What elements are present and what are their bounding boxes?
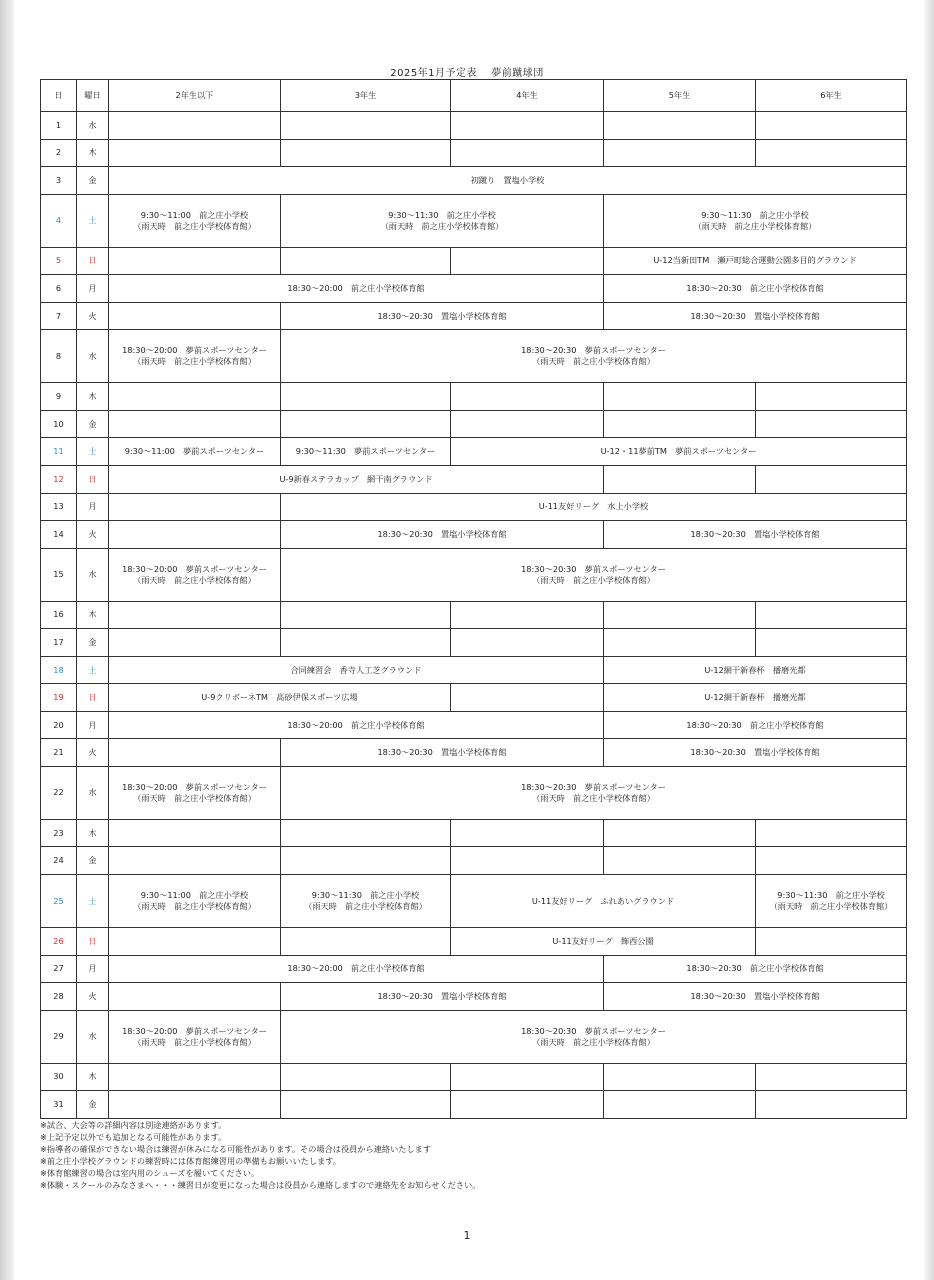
schedule-cell-line: 18:30～20:00 夢前スポーツセンター [122,345,267,356]
schedule-cell-line: 18:30～20:30 置塩小学校体育館 [377,990,507,1001]
schedule-cell [281,983,604,1011]
schedule-body [41,112,907,1119]
schedule-cell-line: 18:30～20:30 夢前スポーツセンター [521,781,666,792]
schedule-cell [281,330,907,383]
schedule-cell [604,465,756,493]
schedule-cell [109,465,604,493]
schedule-cell [604,1063,756,1091]
schedule-row [41,684,907,712]
schedule-cell [756,410,907,438]
schedule-cell [281,438,451,466]
schedule-cell [281,112,451,140]
weekday: 火 [77,302,109,330]
schedule-cell [756,1091,907,1119]
schedule-cell [281,383,451,411]
day-number: 6 [41,275,77,303]
schedule-row [41,955,907,983]
schedule-cell [281,629,451,657]
schedule-cell [451,112,604,140]
schedule-cell-line: 18:30～20:00 夢前スポーツセンター [122,781,267,792]
weekday: 水 [77,548,109,601]
weekday: 木 [77,139,109,167]
schedule-row [41,247,907,275]
schedule-cell-line: 18:30～20:00 夢前スポーツセンター [122,563,267,574]
schedule-cell [281,410,451,438]
schedule-cell-line: 9:30～11:30 前之庄小学校 [311,890,420,900]
schedule-cell [604,629,756,657]
schedule-cell [604,247,907,275]
schedule-cell-line: 18:30～20:30 前之庄小学校体育館 [686,282,824,293]
schedule-cell-line: （雨天時 前之庄小学校体育館） [532,792,655,803]
weekday: 水 [77,112,109,140]
schedule-cell [109,383,281,411]
weekday: 金 [77,629,109,657]
day-number: 23 [41,819,77,847]
schedule-cell [281,875,451,928]
schedule-cell-line: U-11友好リーグ 飾西公園 [552,935,654,946]
schedule-cell-line: 9:30～11:00 前之庄小学校 [140,890,249,900]
schedule-cell [109,275,604,303]
schedule-cell [109,302,281,330]
schedule-cell [109,601,281,629]
schedule-cell [756,139,907,167]
schedule-cell [604,847,756,875]
schedule-cell-line: U-9クリボーネTM 高砂伊保スポーツ広場 [201,692,358,703]
schedule-cell [109,767,281,820]
schedule-cell-line: 18:30～20:30 置塩小学校体育館 [377,747,507,758]
schedule-cell-line: 初蹴り 置塩小学校 [470,174,545,185]
schedule-cell [451,383,604,411]
weekday: 金 [77,410,109,438]
schedule-cell [281,521,604,549]
schedule-cell [451,629,604,657]
schedule-cell-line: 9:30～11:30 夢前スポーツセンター [295,446,436,457]
schedule-cell [109,955,604,983]
schedule-cell-line: （雨天時 前之庄小学校体育館） [133,356,256,367]
schedule-cell [109,247,281,275]
weekday: 木 [77,601,109,629]
header-grade3: 3年生 [281,80,451,112]
schedule-cell [109,139,281,167]
schedule-cell [756,819,907,847]
schedule-cell [604,410,756,438]
day-number: 2 [41,139,77,167]
day-number: 5 [41,247,77,275]
weekday: 月 [77,493,109,521]
header-grade5: 5年生 [604,80,756,112]
note-line: ※前之庄小学校グラウンドの練習時には体育館練習用の準備もお願いいたします。 [40,1156,341,1166]
schedule-cell [451,247,604,275]
day-number: 20 [41,711,77,739]
schedule-cell-line: 18:30～20:30 前之庄小学校体育館 [686,719,824,730]
header-row [41,80,907,112]
schedule-cell [109,194,281,247]
schedule-cell [281,847,451,875]
schedule-cell [451,438,907,466]
schedule-cell-line: （雨天時 前之庄小学校体育館） [532,1036,655,1047]
day-number: 10 [41,410,77,438]
header-weekday: 曜日 [77,80,109,112]
schedule-cell [604,302,907,330]
schedule-cell [109,739,281,767]
schedule-cell-line: U-12当新田TM 瀬戸町総合運動公園多目的グラウンド [653,255,857,266]
schedule-cell [604,819,756,847]
schedule-cell [109,875,281,928]
schedule-row [41,139,907,167]
weekday: 水 [77,1010,109,1063]
schedule-cell [451,819,604,847]
schedule-row [41,548,907,601]
header-grade2-below: 2年生以下 [109,80,281,112]
schedule-cell [109,711,604,739]
schedule-cell [604,601,756,629]
schedule-cell-line: （雨天時 前之庄小学校体育館） [769,901,893,911]
weekday: 日 [77,927,109,955]
schedule-cell [756,112,907,140]
schedule-cell-line: 18:30～20:30 夢前スポーツセンター [521,1025,666,1036]
schedule-cell-line: 合同練習会 香寺人工芝グラウンド [290,664,422,675]
day-number: 1 [41,112,77,140]
schedule-cell [451,139,604,167]
schedule-cell [281,739,604,767]
schedule-cell [756,383,907,411]
weekday: 火 [77,983,109,1011]
schedule-cell [604,656,907,684]
schedule-cell [756,465,907,493]
schedule-cell-line: 18:30～20:30 夢前スポーツセンター [521,563,666,574]
schedule-row [41,927,907,955]
schedule-cell [756,629,907,657]
schedule-cell [451,1091,604,1119]
schedule-row [41,493,907,521]
schedule-row [41,167,907,195]
schedule-cell-line: 18:30～20:30 夢前スポーツセンター [521,345,666,356]
schedule-row [41,656,907,684]
schedule-row [41,1010,907,1063]
weekday: 日 [77,247,109,275]
schedule-cell [451,927,756,955]
schedule-cell-line: 18:30～20:00 前之庄小学校体育館 [287,719,425,730]
schedule-row [41,819,907,847]
schedule-cell [604,983,907,1011]
schedule-cell [281,139,451,167]
header-grade4: 4年生 [451,80,604,112]
schedule-cell-line: 18:30～20:00 前之庄小学校体育館 [287,963,425,974]
schedule-cell [756,601,907,629]
schedule-cell-line: （雨天時 前之庄小学校体育館） [133,792,256,803]
weekday: 木 [77,819,109,847]
schedule-cell-line: 18:30～20:00 夢前スポーツセンター [122,1025,267,1036]
schedule-row [41,875,907,928]
page-number: 1 [463,1229,471,1242]
schedule-cell-line: 9:30～11:00 夢前スポーツセンター [124,446,265,457]
day-number: 26 [41,927,77,955]
schedule-row [41,302,907,330]
schedule-row [41,1063,907,1091]
schedule-cell-line: 18:30～20:30 前之庄小学校体育館 [686,963,824,974]
weekday: 月 [77,711,109,739]
page-shadow-right [924,0,934,1280]
note-line: ※試合、大会等の詳細内容は別途連絡があります。 [40,1120,227,1130]
schedule-cell [109,629,281,657]
schedule-row [41,112,907,140]
weekday: 月 [77,955,109,983]
schedule-cell [604,711,907,739]
schedule-cell [756,847,907,875]
schedule-cell-line: U-12網干新春杯 播磨光都 [704,664,806,675]
schedule-cell [451,1063,604,1091]
schedule-cell-line: 18:30～20:30 置塩小学校体育館 [690,310,820,321]
schedule-row [41,767,907,820]
weekday: 火 [77,739,109,767]
schedule-cell-line: 18:30～20:30 置塩小学校体育館 [690,528,820,539]
schedule-cell [109,521,281,549]
day-number: 4 [41,194,77,247]
schedule-cell [109,112,281,140]
page-shadow-left [0,0,14,1280]
day-number: 7 [41,302,77,330]
schedule-cell-line: 9:30～11:00 前之庄小学校 [140,209,249,220]
schedule-row [41,438,907,466]
day-number: 9 [41,383,77,411]
schedule-cell [756,1063,907,1091]
day-number: 22 [41,767,77,820]
schedule-cell-line: （雨天時 前之庄小学校体育館） [693,220,817,231]
schedule-cell [109,438,281,466]
schedule-cell [451,601,604,629]
day-number: 11 [41,438,77,466]
day-number: 24 [41,847,77,875]
day-number: 13 [41,493,77,521]
schedule-cell [604,275,907,303]
schedule-cell-line: U-11友好リーグ ふれあいグラウンド [531,895,675,906]
schedule-cell [109,167,907,195]
schedule-cell [109,1063,281,1091]
schedule-cell [281,1063,451,1091]
schedule-row [41,847,907,875]
schedule-cell [109,656,604,684]
day-number: 27 [41,955,77,983]
day-number: 18 [41,656,77,684]
schedule-cell [109,1091,281,1119]
weekday: 金 [77,847,109,875]
day-number: 29 [41,1010,77,1063]
day-number: 21 [41,739,77,767]
note-line: ※上記予定以外でも追加となる可能性があります。 [40,1132,227,1142]
schedule-cell [109,983,281,1011]
day-number: 16 [41,601,77,629]
schedule-cell-line: （雨天時 前之庄小学校体育館） [133,220,256,231]
schedule-cell [281,302,604,330]
schedule-cell [604,684,907,712]
schedule-cell [281,927,451,955]
schedule-row [41,711,907,739]
schedule-row [41,739,907,767]
schedule-cell [604,112,756,140]
schedule-cell-line: U-11友好リーグ 水上小学校 [538,501,649,512]
note-line: ※指導者の確保ができない場合は練習が休みになる可能性があります。その場合は役員から連絡いたします [40,1144,432,1154]
day-number: 17 [41,629,77,657]
schedule-row [41,275,907,303]
weekday: 水 [77,330,109,383]
schedule-cell-line: （雨天時 前之庄小学校体育館） [133,1036,256,1047]
day-number: 31 [41,1091,77,1119]
schedule-cell-line: （雨天時 前之庄小学校体育館） [133,574,256,585]
schedule-cell [756,927,907,955]
schedule-row [41,521,907,549]
schedule-cell [109,410,281,438]
schedule-cell [109,819,281,847]
schedule-cell [451,410,604,438]
note-line: ※体験・スクールのみなさまへ・・・練習日が変更になった場合は役員から連絡しますので連絡先をお知らせください。 [40,1180,481,1190]
weekday: 水 [77,767,109,820]
schedule-cell [109,847,281,875]
schedule-cell-line: （雨天時 前之庄小学校体育館） [532,574,655,585]
schedule-cell-line: U-9新春ステラカップ 網干南グラウンド [279,473,433,484]
schedule-cell [281,1091,451,1119]
weekday: 木 [77,383,109,411]
document-title: 2025年1月予定表 夢前蹴球団 [390,68,544,79]
schedule-cell-line: 18:30～20:30 置塩小学校体育館 [377,310,507,321]
schedule-cell [451,684,604,712]
schedule-cell [281,819,451,847]
schedule-cell [604,194,907,247]
schedule-row [41,194,907,247]
weekday: 日 [77,465,109,493]
schedule-cell [604,139,756,167]
weekday: 日 [77,684,109,712]
weekday: 金 [77,167,109,195]
schedule-cell [109,548,281,601]
schedule-row [41,601,907,629]
schedule-row [41,983,907,1011]
schedule-cell [109,330,281,383]
weekday: 木 [77,1063,109,1091]
day-number: 12 [41,465,77,493]
weekday: 土 [77,656,109,684]
schedule-cell [109,927,281,955]
schedule-cell [281,767,907,820]
schedule-cell [604,1091,756,1119]
schedule-cell-line: 9:30～11:30 前之庄小学校 [701,209,809,220]
schedule-cell [281,1010,907,1063]
schedule-cell [281,194,604,247]
schedule-cell [109,684,451,712]
note-line: ※体育館練習の場合は室内用のシューズを履いてください。 [40,1168,260,1178]
schedule-cell-line: 18:30～20:00 前之庄小学校体育館 [287,282,425,293]
day-number: 30 [41,1063,77,1091]
schedule-row [41,330,907,383]
schedule-row [41,629,907,657]
schedule-cell-line: U-12・11夢前TM 夢前スポーツセンター [600,446,757,457]
schedule-cell-line: （雨天時 前之庄小学校体育館） [133,901,256,911]
weekday: 火 [77,521,109,549]
weekday: 金 [77,1091,109,1119]
notes [40,1119,920,1191]
schedule-row [41,465,907,493]
schedule-cell-line: U-12網干新春杯 播磨光都 [704,692,806,703]
schedule-cell [281,548,907,601]
day-number: 19 [41,684,77,712]
schedule-cell-line: 18:30～20:30 置塩小学校体育館 [377,528,507,539]
schedule-cell-line: （雨天時 前之庄小学校体育館） [532,356,655,367]
day-number: 28 [41,983,77,1011]
schedule-cell-line: 18:30～20:30 置塩小学校体育館 [690,990,820,1001]
weekday: 土 [77,438,109,466]
schedule-row [41,410,907,438]
schedule-cell [604,383,756,411]
schedule-cell [281,247,451,275]
schedule-cell [604,739,907,767]
header-day: 日 [41,80,77,112]
schedule-cell-line: 18:30～20:30 置塩小学校体育館 [690,747,820,758]
day-number: 15 [41,548,77,601]
day-number: 3 [41,167,77,195]
weekday: 土 [77,194,109,247]
day-number: 25 [41,875,77,928]
schedule-cell [604,521,907,549]
schedule-cell [109,493,281,521]
schedule-cell-line: （雨天時 前之庄小学校体育館） [304,901,427,911]
schedule-row [41,1091,907,1119]
schedule-cell-line: 9:30～11:30 前之庄小学校 [777,890,885,900]
day-number: 14 [41,521,77,549]
schedule-cell-line: 9:30～11:30 前之庄小学校 [388,209,496,220]
schedule-cell [451,875,756,928]
schedule-cell [281,601,451,629]
schedule-cell [109,1010,281,1063]
schedule-cell [756,875,907,928]
weekday: 土 [77,875,109,928]
day-number: 8 [41,330,77,383]
schedule-row [41,383,907,411]
header-grade6: 6年生 [756,80,907,112]
schedule-cell [604,955,907,983]
schedule-cell [451,847,604,875]
weekday: 月 [77,275,109,303]
schedule-cell-line: （雨天時 前之庄小学校体育館） [380,220,504,231]
schedule-table [40,79,907,1119]
schedule-cell [281,493,907,521]
